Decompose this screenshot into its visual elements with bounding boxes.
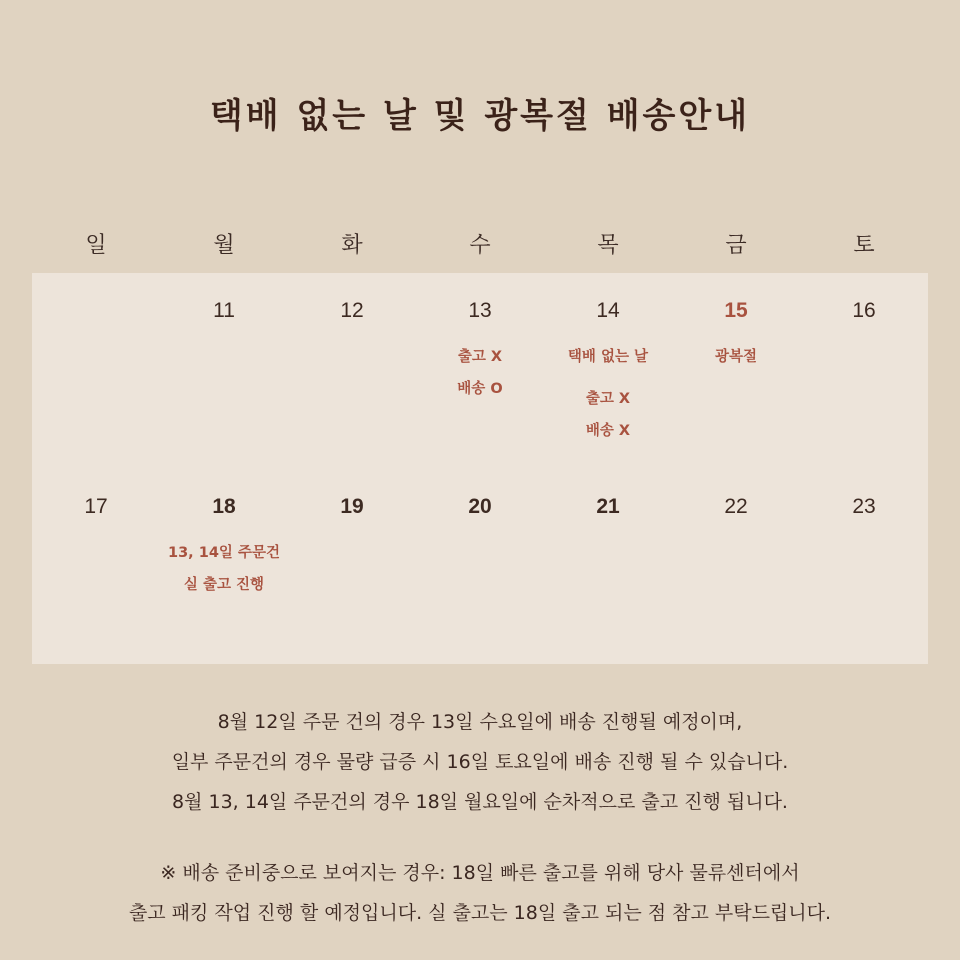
day-number: 13 [468, 299, 492, 322]
notice-line: 출고 패킹 작업 진행 할 예정입니다. 실 출고는 18일 출고 되는 점 참고 부탁드립니다. [128, 902, 832, 924]
day-notes [672, 341, 800, 373]
day-cell-16 [800, 273, 928, 469]
day-note: 배송 X [585, 423, 631, 439]
day-note: 출고 X [457, 349, 503, 365]
day-note: 출고 X [585, 391, 631, 407]
day-cell-empty [32, 273, 160, 469]
day-cell-13 [416, 273, 544, 469]
day-number: 19 [340, 495, 364, 518]
weekday-header [32, 228, 928, 259]
day-cell-14 [544, 273, 672, 469]
day-number: 23 [852, 495, 876, 518]
day-cell-18 [160, 469, 288, 664]
weekday-tue: 화 [341, 233, 363, 258]
day-number: 22 [724, 495, 748, 518]
day-number: 12 [340, 299, 364, 322]
page-title: 택배 없는 날 및 광복절 배송안내 [209, 96, 751, 136]
day-cell-15 [672, 273, 800, 469]
day-cell-17 [32, 469, 160, 664]
day-cell-20 [416, 469, 544, 664]
info-line: 8월 13, 14일 주문건의 경우 18일 월요일에 순차적으로 출고 진행 됩니다. [172, 791, 788, 813]
weekday-sun: 일 [85, 233, 107, 258]
day-number: 20 [468, 495, 492, 518]
day-number: 18 [212, 495, 236, 518]
day-note: 13, 14일 주문건 [168, 545, 280, 561]
calendar-week-1 [32, 273, 928, 469]
day-number [32, 299, 160, 323]
day-cell-23 [800, 469, 928, 664]
notice-line: ※ 배송 준비중으로 보여지는 경우: 18일 빠른 출고를 위해 당사 물류센터에서 [160, 862, 800, 884]
day-number: 17 [84, 495, 108, 518]
day-number: 14 [596, 299, 620, 322]
shipping-info [0, 702, 960, 822]
weekday-mon: 월 [213, 233, 235, 258]
calendar-week-2 [32, 469, 928, 664]
day-notes [416, 341, 544, 405]
packing-notice [0, 853, 960, 933]
day-cell-19 [288, 469, 416, 664]
weekday-fri: 금 [725, 233, 747, 258]
day-number-holiday: 15 [724, 299, 748, 322]
day-cell-12 [288, 273, 416, 469]
day-note: 배송 O [457, 381, 503, 397]
weekday-sat: 토 [853, 233, 875, 258]
day-cell-11 [160, 273, 288, 469]
day-cell-22 [672, 469, 800, 664]
info-line: 일부 주문건의 경우 물량 급증 시 16일 토요일에 배송 진행 될 수 있습니다. [171, 751, 789, 773]
day-notes [544, 341, 672, 447]
day-cell-21 [544, 469, 672, 664]
weekday-wed: 수 [469, 233, 491, 258]
day-number: 16 [852, 299, 876, 322]
day-notes [160, 537, 288, 601]
day-number: 21 [596, 495, 620, 518]
day-note: 광복절 [714, 349, 758, 365]
day-note: 실 출고 진행 [183, 577, 265, 593]
calendar-panel [32, 273, 928, 664]
info-line: 8월 12일 주문 건의 경우 13일 수요일에 배송 진행될 예정이며, [217, 711, 743, 733]
day-note: 택배 없는 날 [567, 349, 649, 365]
weekday-thu: 목 [597, 233, 619, 258]
day-number: 11 [213, 299, 235, 322]
